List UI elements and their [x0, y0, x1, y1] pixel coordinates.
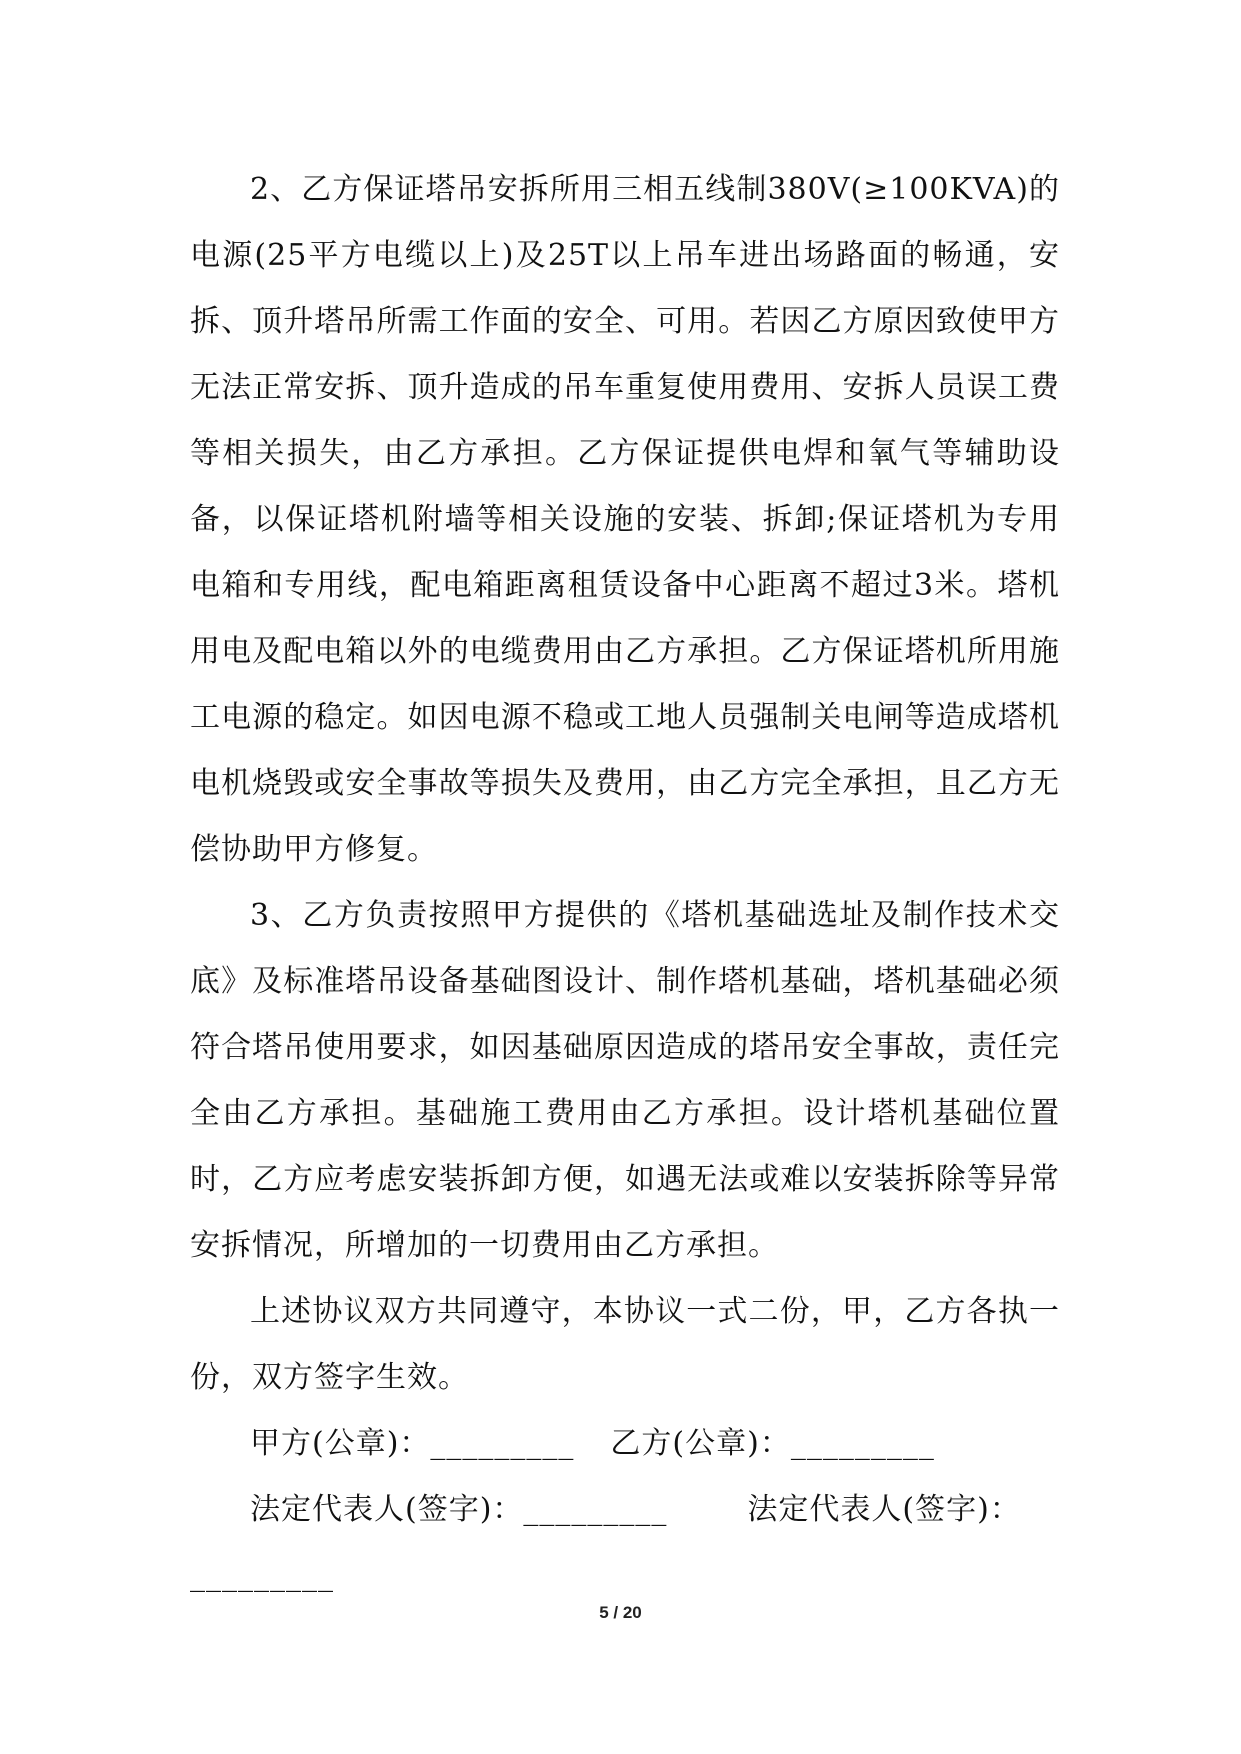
page-number: 5 / 20 [599, 1603, 642, 1622]
clause-2-paragraph: 2、乙方保证塔吊安拆所用三相五线制380V(≥100KVA)的电源(25平方电缆以上)及25T以上吊车进出场路面的畅通，安拆、顶升塔吊所需工作面的安全、可用。若因乙方原因致使甲方无法正常安拆、顶升造成的吊车重复使用费用、安拆人员误工费等相关损失，由乙方承担。乙方保证提供电焊和氧气等辅助设备，以保证塔机附墙等相关设施的安装、拆卸;保证塔机为专用电箱和专用线，配电箱距离租赁设备中心距离不超过3米。塔机用电及配电箱以外的电缆费用由乙方承担。乙方保证塔机所用施工电源的稳定。如因电源不稳或工地人员强制关电闸等造成塔机电机烧毁或安全事故等损失及费用，由乙方完全承担，且乙方无偿协助甲方修复。 [190, 172, 1060, 867]
representative-signature-line [190, 1477, 1060, 1543]
agreement-closing-paragraph: 上述协议双方共同遵守，本协议一式二份，甲，乙方各执一份，双方签字生效。 [190, 1294, 1060, 1395]
party-b-seal-field: 乙方(公章)：_________ [610, 1426, 935, 1461]
party-b-representative-field: 法定代表人(签字)： [747, 1492, 1021, 1527]
clause-3-paragraph: 3、乙方负责按照甲方提供的《塔机基础选址及制作技术交底》及标准塔吊设备基础图设计、制作塔机基础，塔机基础必须符合塔吊使用要求，如因基础原因造成的塔吊安全事故，责任完全由乙方承担。基础施工费用由乙方承担。设计塔机基础位置时，乙方应考虑安装拆卸方便，如遇无法或难以安装拆除等异常安拆情况，所增加的一切费用由乙方承担。 [190, 898, 1060, 1263]
document-body [190, 157, 1060, 1609]
party-a-seal-field: 甲方(公章)：_________ [250, 1426, 575, 1461]
party-b-representative-blank: _________ [190, 1558, 334, 1593]
seal-signature-line [190, 1411, 1060, 1477]
party-a-representative-field: 法定代表人(签字)：_________ [250, 1492, 668, 1527]
